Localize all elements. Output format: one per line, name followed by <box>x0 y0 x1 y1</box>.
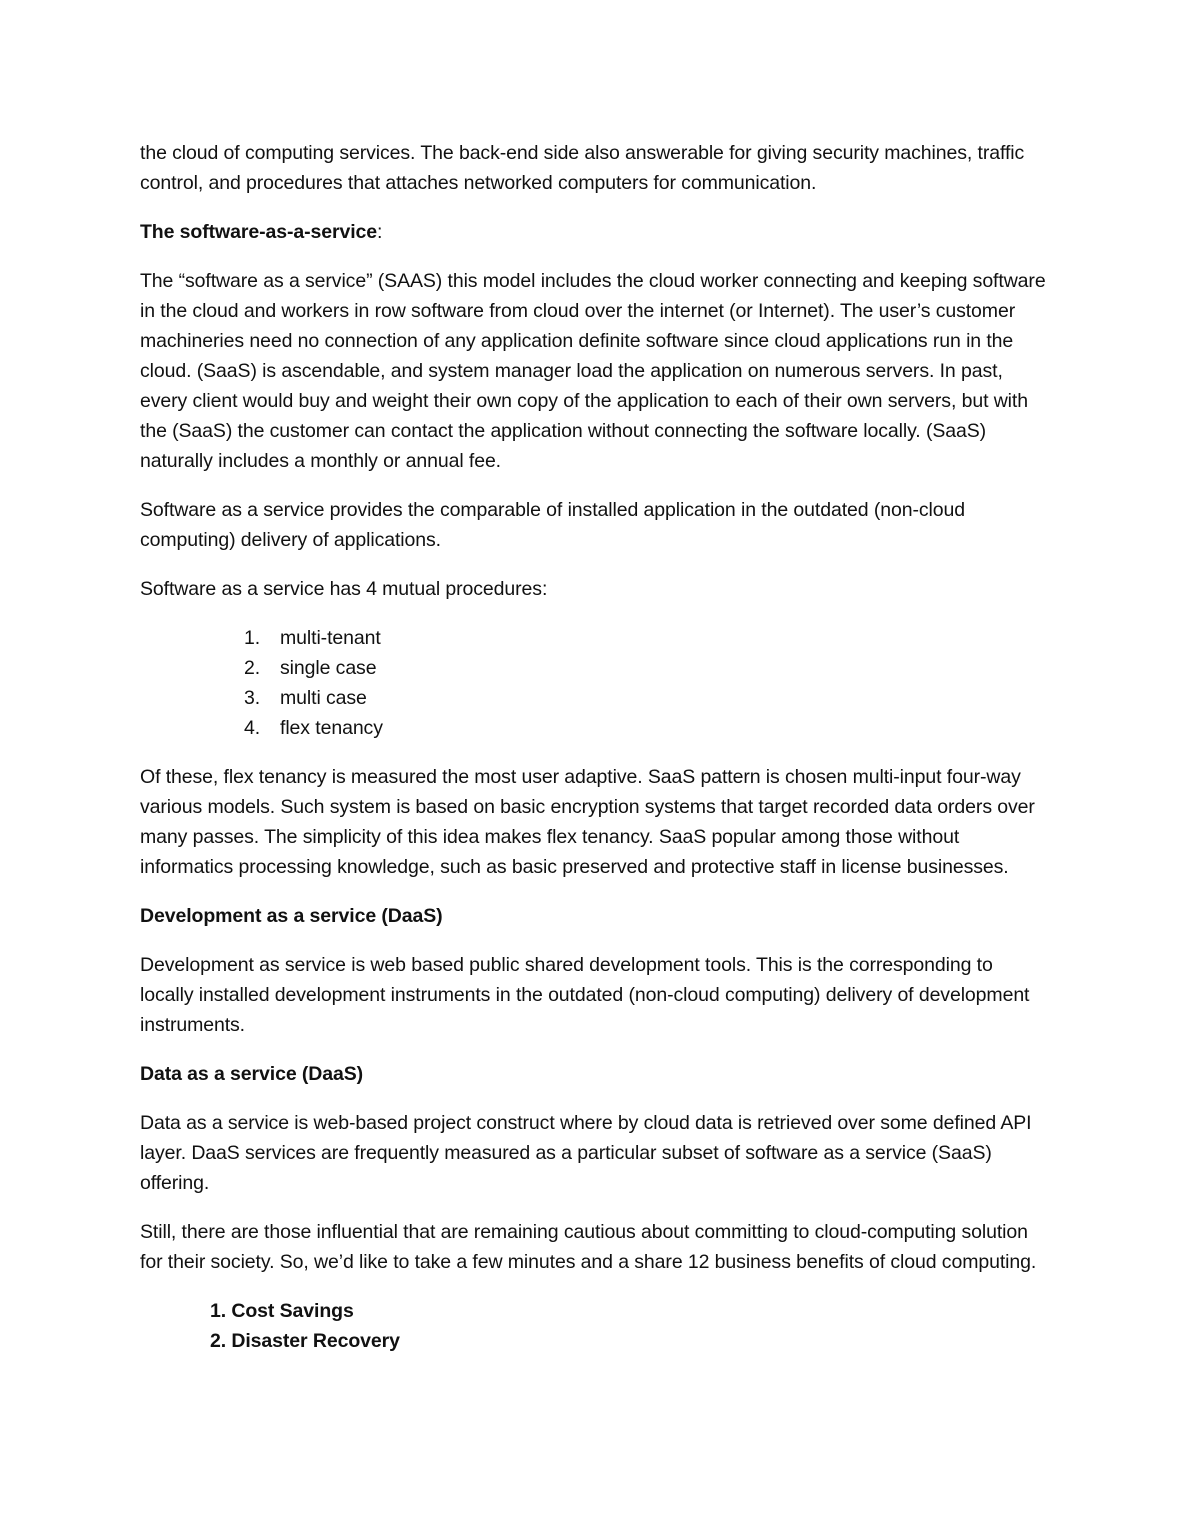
list-item <box>244 653 1050 683</box>
list-item-number: 2. <box>244 657 261 679</box>
paragraph-saas-procedures-intro: Software as a service has 4 mutual procedures: <box>140 578 548 600</box>
list-item <box>244 683 1050 713</box>
list-item <box>244 713 1050 743</box>
paragraph-business-benefits-intro: Still, there are those influential that are remaining cautious about committing to cloud-computing solution for their society. So, we’d like to take a few minutes and a share 12 business benefits of cloud computing. <box>140 1221 1037 1273</box>
paragraph-development-as-a-service: Development as service is web based public shared development tools. This is the corresponding to locally installed development instruments in the outdated (non-cloud computing) delivery of development instruments. <box>140 954 1030 1036</box>
benefits-list <box>140 1296 1050 1356</box>
paragraph-flex-tenancy: Of these, flex tenancy is measured the most user adaptive. SaaS pattern is chosen multi-input four-way various models. Such system is based on basic encryption systems that target recorded data orders over many passes. The simplicity of this idea makes flex tenancy. SaaS popular among those without informatics processing knowledge, such as basic preserved and protective staff in license businesses. <box>140 766 1035 878</box>
heading-colon: : <box>377 221 383 243</box>
heading-software-as-a-service <box>140 217 1050 247</box>
list-item-number: 4. <box>244 717 261 739</box>
paragraph-saas-description: The “software as a service” (SAAS) this model includes the cloud worker connecting and keeping software in the cloud and workers in row software from cloud over the internet (or Internet). The user’s customer machineries need no connection of any application definite software since cloud applications run in the cloud. (SaaS) is ascendable, and system manager load the application on numerous servers. In past, every client would buy and weight their own copy of the application to each of their own servers, but with the (SaaS) the customer can contact the application without connecting the software locally. (SaaS) naturally includes a monthly or annual fee. <box>140 270 1046 472</box>
list-item-text: single case <box>280 657 377 679</box>
heading-development-as-a-service: Development as a service (DaaS) <box>140 905 443 927</box>
list-item-number: 1. <box>244 627 261 649</box>
document-page <box>140 138 1050 1356</box>
heading-text: The software-as-a-service <box>140 221 378 243</box>
list-item-text: flex tenancy <box>280 717 383 739</box>
list-item-text: multi case <box>280 687 367 709</box>
list-item <box>244 623 1050 653</box>
procedures-list <box>140 623 1050 743</box>
paragraph-data-as-a-service: Data as a service is web-based project construct where by cloud data is retrieved over some defined API layer. DaaS services are frequently measured as a particular subset of software as a service (SaaS) offering. <box>140 1112 1032 1194</box>
list-item-text: multi-tenant <box>280 627 381 649</box>
list-item: 1. Cost Savings <box>210 1300 354 1322</box>
list-item-number: 3. <box>244 687 261 709</box>
heading-data-as-a-service: Data as a service (DaaS) <box>140 1063 364 1085</box>
list-item: 2. Disaster Recovery <box>210 1330 400 1352</box>
paragraph-intro: the cloud of computing services. The back-end side also answerable for giving security machines, traffic control, and procedures that attaches networked computers for communication. <box>140 142 1025 194</box>
paragraph-saas-comparable: Software as a service provides the comparable of installed application in the outdated (non-cloud computing) delivery of applications. <box>140 499 965 551</box>
